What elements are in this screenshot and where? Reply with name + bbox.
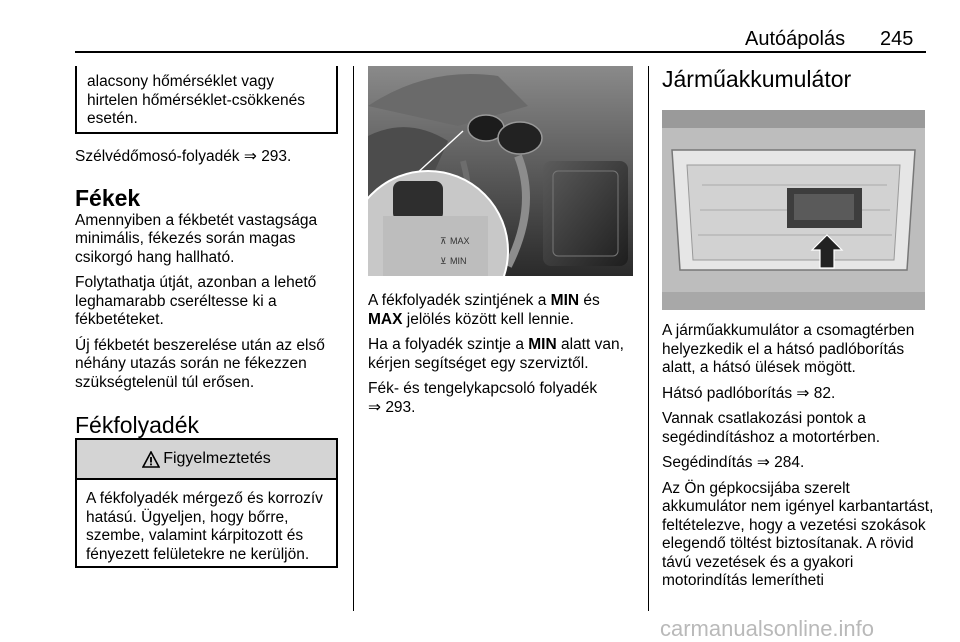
column-divider-2 bbox=[648, 66, 649, 611]
battery-trunk-photo bbox=[662, 110, 925, 310]
header-rule bbox=[75, 51, 926, 53]
warning-box-continued bbox=[75, 66, 338, 134]
fluid-level-paragraph: A fékfolyadék szintjének a MIN és MAX jelölés között kell lennie. bbox=[368, 292, 600, 328]
brakes-paragraph-2: Folytathatja útját, azonban a lehető leghamarabb cseréltesse ki a fékbetéteket. bbox=[75, 274, 317, 328]
brakes-paragraph-3: Új fékbetét beszerelése után az első néhány utazás során ne fékezzen szükségtelenül túl erősen. bbox=[75, 336, 325, 391]
maintenance-paragraph: Az Ön gépkocsijába szerelt akkumulátor nem igényel karbantartást, feltételezve, hogy a vezetési szokások elegendő töltést biztosítanak. A rövid távú vezetések és a gyakori motorindítás lemerítheti bbox=[662, 479, 934, 589]
floor-cover-reference: Hátsó padlóborítás ⇒ 82. bbox=[662, 384, 836, 402]
svg-text:⊻: ⊻ bbox=[440, 256, 447, 266]
middle-column bbox=[368, 292, 636, 424]
section-heading-battery: Járműakkumulátor bbox=[662, 66, 852, 92]
running-header-title: Autóápolás bbox=[745, 28, 846, 50]
watermark: carmanualsonline.info bbox=[660, 616, 875, 641]
reference-link[interactable]: 293. bbox=[385, 398, 416, 416]
warning-text: A fékfolyadék mérgező és korrozív hatású. Ügyeljen, hogy bőrre, szembe, valamint kárpitozott és fényezett felületekre ne kerüljön. bbox=[86, 490, 323, 563]
photo-label-max: MAX bbox=[450, 236, 470, 246]
svg-text:⊼: ⊼ bbox=[440, 236, 447, 246]
reference-link[interactable]: 82. bbox=[813, 384, 836, 402]
right-column bbox=[662, 322, 934, 598]
jump-points-paragraph: Vannak csatlakozási pontok a segédindításhoz a motortérben. bbox=[662, 410, 880, 446]
reference-link[interactable]: 293. bbox=[261, 148, 292, 165]
reference-link[interactable]: 284. bbox=[774, 454, 805, 471]
brakes-paragraph-1: Amennyiben a fékbetét vastagsága minimális, fékezés során magas csikorgó hang hallható. bbox=[75, 211, 318, 266]
section-heading-brakes: Fékek bbox=[75, 184, 141, 211]
battery-location-paragraph: A járműakkumulátor a csomagtérben helyezkedik el a hátsó padlóborítás alatt, a hátsó ülések mögött. bbox=[662, 322, 915, 376]
reference-arrow-icon: ⇒ bbox=[756, 454, 770, 471]
brake-fluid-reservoir-photo bbox=[368, 66, 633, 276]
washer-fluid-reference: Szélvédőmosó-folyadék ⇒ 293. bbox=[75, 148, 292, 165]
warning-triangle-icon bbox=[142, 451, 160, 468]
left-column bbox=[75, 148, 340, 439]
warning-continued-text: alacsony hőmérséklet vagy hirtelen hőmérséklet-csökkenés esetén. bbox=[87, 73, 305, 127]
warning-title: Figyelmeztetés bbox=[163, 450, 271, 467]
reference-arrow-icon: ⇒ bbox=[368, 398, 381, 416]
right-column-heading-wrap bbox=[662, 65, 932, 93]
jump-start-reference: Segédindítás ⇒ 284. bbox=[662, 454, 805, 471]
clutch-fluid-reference: Fék- és tengelykapcsoló folyadék ⇒ 293. bbox=[368, 380, 598, 416]
reference-arrow-icon: ⇒ bbox=[796, 384, 810, 402]
section-heading-brake-fluid: Fékfolyadék bbox=[75, 412, 200, 438]
low-level-paragraph: Ha a folyadék szintje a MIN alatt van, kérjen segítséget egy szerviztől. bbox=[368, 336, 624, 372]
warning-box bbox=[75, 438, 338, 568]
photo-label-min: MIN bbox=[450, 256, 467, 266]
reference-arrow-icon: ⇒ bbox=[243, 148, 257, 165]
warning-header bbox=[77, 440, 336, 480]
column-divider-1 bbox=[353, 66, 354, 611]
page-number: 245 bbox=[880, 28, 914, 50]
